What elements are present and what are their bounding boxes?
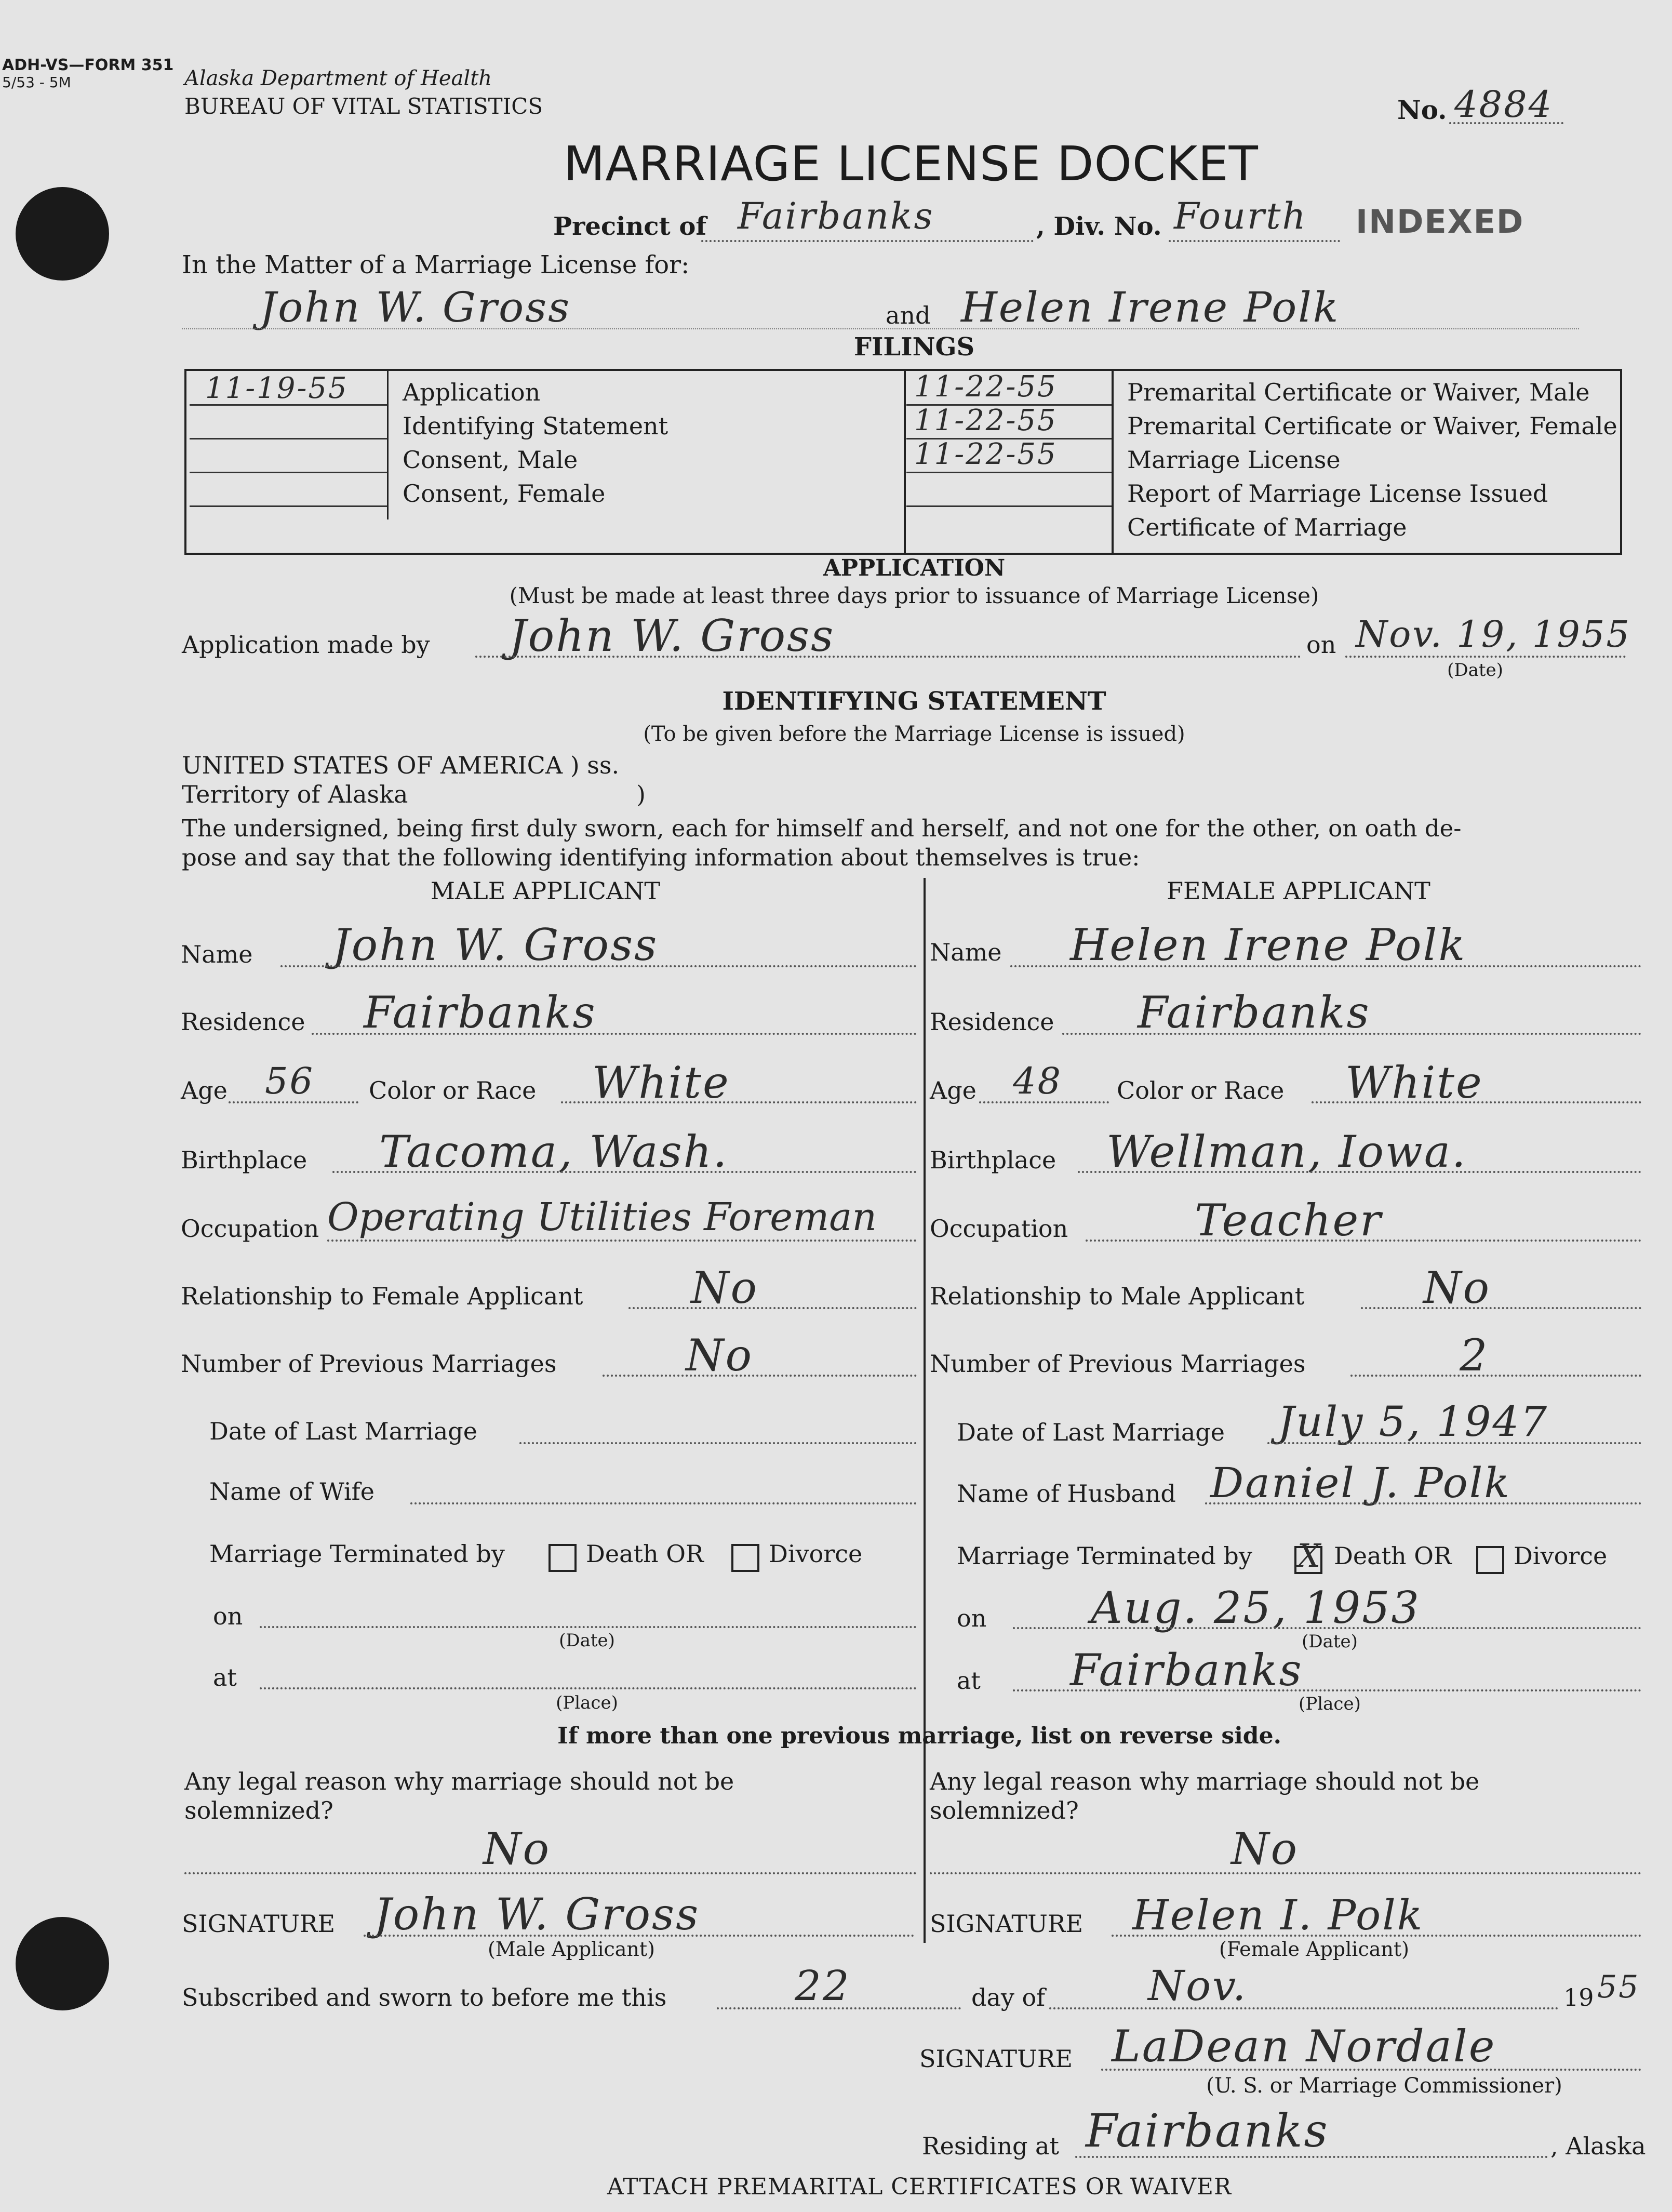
female-relationship: No [1423, 1262, 1491, 1313]
reverse-side-note: If more than one previous marriage, list on reverse side. [557, 1723, 1281, 1749]
application-date: Nov. 19, 1955 [1356, 613, 1631, 656]
female-divorce-checkbox[interactable] [1476, 1546, 1504, 1574]
female-race-label: Color or Race [1117, 1076, 1285, 1104]
female-at-label: at [957, 1667, 981, 1695]
female-previous-marriages-label: Number of Previous Marriages [930, 1350, 1306, 1378]
application-title: APPLICATION [823, 555, 1006, 581]
commissioner-signature-label: SIGNATURE [919, 2045, 1073, 2073]
female-previous-marriages: 2 [1460, 1330, 1489, 1381]
female-legal-label-1: Any legal reason why marriage should not be [930, 1767, 1480, 1795]
male-birthplace: Tacoma, Wash. [379, 1126, 729, 1177]
male-on-label: on [213, 1602, 243, 1630]
male-age: 56 [265, 1060, 315, 1102]
residing-value: Fairbanks [1086, 2104, 1329, 2157]
male-relationship-label: Relationship to Female Applicant [181, 1282, 583, 1310]
filing-date-premarital-male: 11-22-55 [914, 370, 1058, 404]
female-signature-caption: (Female Applicant) [1219, 1938, 1409, 1961]
application-on-label: on [1306, 631, 1336, 659]
filings-divider-left [387, 369, 389, 519]
male-last-marriage-label: Date of Last Marriage [209, 1417, 477, 1445]
female-spouse: Daniel J. Polk [1210, 1459, 1511, 1507]
precinct-label: Precinct of [553, 212, 707, 241]
female-on-value: Aug. 25, 1953 [1091, 1582, 1421, 1633]
usa-line: UNITED STATES OF AMERICA ) ss. [182, 751, 620, 779]
territory-line: Territory of Alaska [182, 780, 408, 808]
female-age-label: Age [930, 1076, 977, 1104]
male-relationship: No [691, 1262, 759, 1313]
female-signature: Helen I. Polk [1132, 1891, 1424, 1939]
bureau-name: BUREAU OF VITAL STATISTICS [184, 94, 543, 119]
male-legal-label-1: Any legal reason why marriage should not be [184, 1767, 734, 1795]
male-date-caption: (Date) [559, 1630, 615, 1651]
division-label: , Div. No. [1036, 212, 1162, 241]
application-made-by-label: Application made by [182, 631, 430, 659]
territory-paren: ) [636, 780, 646, 808]
male-previous-marriages: No [686, 1330, 754, 1381]
female-race: White [1345, 1057, 1483, 1108]
male-death-checkbox[interactable] [549, 1544, 577, 1572]
footer-note: ATTACH PREMARITAL CERTIFICATES OR WAIVER [607, 2174, 1232, 2200]
female-occupation-label: Occupation [930, 1215, 1068, 1243]
and-label: and [886, 301, 931, 329]
filing-label-identifying: Identifying Statement [403, 412, 668, 440]
male-age-label: Age [181, 1076, 228, 1104]
docket-number-line [1449, 122, 1563, 124]
female-name-label: Name [930, 938, 1002, 966]
female-last-marriage: July 5, 1947 [1278, 1397, 1549, 1446]
female-date-caption: (Date) [1302, 1631, 1358, 1652]
female-death-label: Death OR [1334, 1542, 1452, 1570]
female-age: 48 [1013, 1060, 1063, 1102]
applicant-divider [924, 878, 926, 1943]
male-at-label: at [213, 1663, 237, 1691]
application-date-caption: (Date) [1447, 660, 1503, 681]
oath-line-2: pose and say that the following identifying information about themselves is true: [182, 844, 1140, 871]
male-race-label: Color or Race [369, 1076, 537, 1104]
residing-state: , Alaska [1550, 2132, 1646, 2160]
matter-label: In the Matter of a Marriage License for: [182, 250, 690, 279]
commissioner-caption: (U. S. or Marriage Commissioner) [1206, 2074, 1562, 2098]
male-name-label: Name [181, 940, 253, 968]
filing-label-premarital-male: Premarital Certificate or Waiver, Male [1127, 378, 1590, 406]
filings-divider-1 [904, 369, 906, 553]
female-divorce-label: Divorce [1514, 1542, 1608, 1570]
filing-label-report: Report of Marriage License Issued [1127, 479, 1548, 508]
female-spouse-label: Name of Husband [957, 1480, 1176, 1508]
male-signature: John W. Gross [374, 1889, 700, 1940]
precinct-line [701, 240, 1034, 242]
division-line [1169, 240, 1340, 242]
male-birthplace-label: Birthplace [181, 1146, 307, 1174]
identifying-subtitle: (To be given before the Marriage License is issued) [643, 722, 1185, 746]
sworn-month: Nov. [1148, 1962, 1248, 2010]
female-header: FEMALE APPLICANT [1167, 877, 1430, 905]
residing-label: Residing at [922, 2132, 1059, 2160]
male-spouse-label: Name of Wife [209, 1477, 374, 1505]
female-name: Helen Irene Polk [1070, 920, 1467, 970]
male-residence: Fairbanks [364, 987, 597, 1038]
male-signature-caption: (Male Applicant) [487, 1938, 656, 1961]
female-relationship-label: Relationship to Male Applicant [930, 1282, 1305, 1310]
filing-date-application: 11-19-55 [205, 371, 349, 405]
docket-number: 4884 [1454, 83, 1554, 126]
filings-title: FILINGS [853, 332, 975, 362]
female-legal: No [1231, 1823, 1299, 1874]
party-2: Helen Irene Polk [961, 283, 1340, 331]
sworn-year-prefix: 19 [1563, 1983, 1594, 2011]
male-divorce-checkbox[interactable] [731, 1544, 759, 1572]
filing-label-consent-male: Consent, Male [403, 446, 578, 474]
form-revision: 5/53 - 5M [2, 74, 71, 91]
female-legal-label-2: solemnized? [930, 1796, 1079, 1824]
female-death-checkbox[interactable]: X [1294, 1546, 1322, 1574]
identifying-title: IDENTIFYING STATEMENT [722, 687, 1106, 716]
female-last-marriage-label: Date of Last Marriage [957, 1418, 1225, 1446]
male-legal: No [483, 1823, 551, 1874]
male-signature-label: SIGNATURE [182, 1910, 336, 1938]
male-residence-label: Residence [181, 1008, 305, 1036]
filings-divider-2 [1112, 369, 1114, 553]
male-previous-marriages-label: Number of Previous Marriages [181, 1350, 557, 1378]
document-title: MARRIAGE LICENSE DOCKET [564, 136, 1259, 192]
sworn-day: 22 [795, 1962, 851, 2010]
female-on-label: on [957, 1604, 987, 1632]
party-1: John W. Gross [260, 283, 571, 331]
male-race: White [592, 1057, 730, 1108]
female-residence-label: Residence [930, 1008, 1054, 1036]
application-made-by: John W. Gross [509, 610, 835, 661]
indexed-stamp: INDEXED [1356, 203, 1524, 241]
parties-line [182, 328, 1579, 329]
male-occupation-label: Occupation [181, 1215, 319, 1243]
docket-number-label: No. [1397, 95, 1447, 125]
male-terminated-label: Marriage Terminated by [209, 1540, 505, 1568]
commissioner-signature: LaDean Nordale [1112, 2021, 1496, 2072]
sworn-day-label: day of [971, 1983, 1046, 2011]
filing-label-marriage-license: Marriage License [1127, 446, 1341, 474]
division-value: Fourth [1174, 195, 1307, 237]
female-signature-label: SIGNATURE [930, 1910, 1084, 1938]
sworn-year: 55 [1597, 1969, 1640, 2005]
filing-date-premarital-female: 11-22-55 [914, 404, 1058, 437]
male-name: John W. Gross [332, 920, 659, 970]
precinct-value: Fairbanks [738, 195, 934, 237]
filing-label-application: Application [403, 378, 541, 406]
male-death-label: Death OR [586, 1540, 704, 1568]
female-birthplace-label: Birthplace [930, 1146, 1056, 1174]
male-header: MALE APPLICANT [430, 877, 661, 905]
male-place-caption: (Place) [556, 1693, 618, 1713]
punch-hole-bottom [16, 1917, 109, 2010]
filing-label-premarital-female: Premarital Certificate or Waiver, Female [1127, 412, 1617, 440]
filing-label-certificate: Certificate of Marriage [1127, 513, 1407, 541]
male-divorce-label: Divorce [769, 1540, 863, 1568]
filing-label-consent-female: Consent, Female [403, 479, 606, 508]
female-at-value: Fairbanks [1070, 1645, 1303, 1696]
form-id: ADH-VS—FORM 351 [2, 56, 174, 74]
filing-date-marriage-license: 11-22-55 [914, 437, 1058, 471]
female-birthplace: Wellman, Iowa. [1106, 1126, 1467, 1177]
sworn-label: Subscribed and sworn to before me this [182, 1983, 667, 2011]
punch-hole-top [16, 187, 109, 281]
male-legal-label-2: solemnized? [184, 1796, 333, 1824]
female-terminated-label: Marriage Terminated by [957, 1542, 1252, 1570]
male-occupation: Operating Utilities Foreman [327, 1195, 877, 1240]
department-name: Alaska Department of Health [184, 66, 492, 90]
application-subtitle: (Must be made at least three days prior to issuance of Marriage License) [509, 583, 1319, 608]
female-occupation: Teacher [1195, 1195, 1383, 1246]
female-residence: Fairbanks [1138, 987, 1371, 1038]
female-place-caption: (Place) [1299, 1694, 1361, 1714]
oath-line-1: The undersigned, being first duly sworn, each for himself and herself, and not one for the other, on oath de- [182, 815, 1462, 842]
